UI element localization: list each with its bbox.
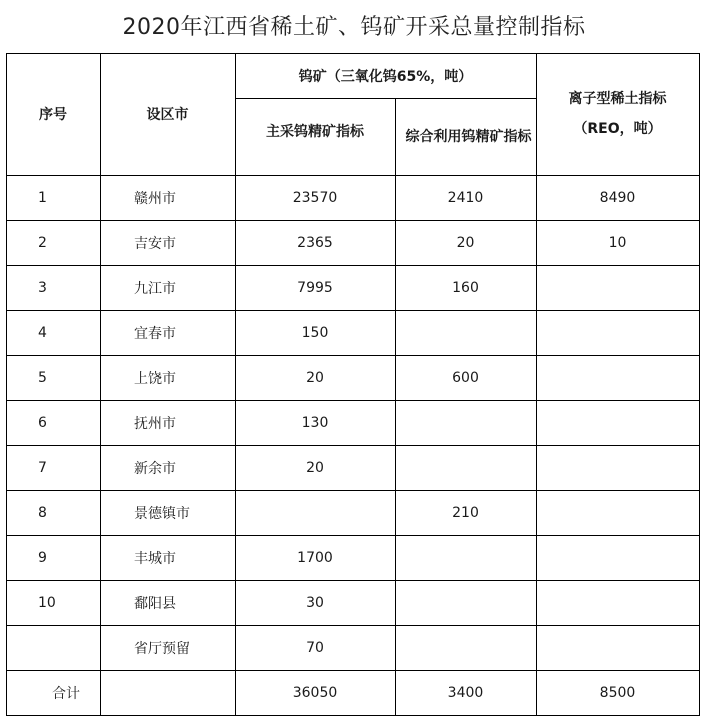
cell-comprehensive-tungsten: 2410 <box>447 189 484 206</box>
grid-line <box>6 265 700 266</box>
cell-comprehensive-tungsten <box>395 580 536 625</box>
header-comprehensive-tungsten: 综合利用钨精矿指标 <box>405 128 532 145</box>
grid-line <box>6 535 700 536</box>
cell-total-main: 36050 <box>292 684 338 701</box>
cell-main-tungsten: 7995 <box>297 279 333 296</box>
grid-line <box>6 355 700 356</box>
cell-comprehensive-tungsten <box>395 625 536 670</box>
quota-table <box>6 53 699 717</box>
cell-city: 宜春市 <box>134 325 176 342</box>
cell-seq: 4 <box>38 324 47 341</box>
cell-city: 上饶市 <box>134 370 176 387</box>
grid-line <box>6 175 700 176</box>
cell-seq: 6 <box>38 414 47 431</box>
cell-seq: 1 <box>38 189 47 206</box>
cell-city: 抚州市 <box>134 415 176 432</box>
grid-line <box>6 220 700 221</box>
cell-comprehensive-tungsten: 210 <box>452 504 479 521</box>
cell-city: 丰城市 <box>134 550 176 567</box>
cell-main-tungsten: 30 <box>306 594 324 611</box>
grid-line <box>6 310 700 311</box>
cell-rare-earth: 10 <box>608 234 627 251</box>
grid-line <box>6 715 700 716</box>
grid-line <box>6 490 700 491</box>
grid-line <box>6 625 700 626</box>
cell-main-tungsten: 23570 <box>292 189 338 206</box>
cell-main-tungsten: 2365 <box>297 234 333 251</box>
cell-seq <box>6 625 100 670</box>
cell-rare-earth <box>536 265 699 310</box>
header-main-tungsten: 主采钨精矿指标 <box>266 123 364 140</box>
cell-seq: 5 <box>38 369 47 386</box>
cell-rare-earth <box>536 535 699 580</box>
cell-rare-earth <box>536 625 699 670</box>
grid-line <box>6 53 7 716</box>
cell-seq: 9 <box>38 549 47 566</box>
header-rare-earth-line1: 离子型稀土指标 <box>568 91 667 107</box>
cell-total-comp: 3400 <box>447 684 484 701</box>
cell-main-tungsten: 20 <box>306 369 324 386</box>
cell-main-tungsten: 1700 <box>297 549 333 566</box>
cell-city: 新余市 <box>134 460 176 477</box>
header-tungsten-group: 钨矿（三氧化钨65%，吨） <box>298 68 473 85</box>
cell-rare-earth <box>536 310 699 355</box>
cell-main-tungsten: 130 <box>301 414 329 431</box>
cell-seq: 3 <box>38 279 47 296</box>
cell-main-tungsten: 70 <box>306 639 324 656</box>
grid-line <box>536 53 537 716</box>
cell-total-label: 合计 <box>52 685 80 702</box>
cell-city: 九江市 <box>134 280 176 297</box>
grid-line <box>6 53 700 54</box>
cell-rare-earth <box>536 355 699 400</box>
header-rare-earth-line2: （REO，吨） <box>573 121 662 137</box>
page-title: 2020年江西省稀土矿、钨矿开采总量控制指标 <box>122 15 586 40</box>
header-city: 设区市 <box>146 107 189 123</box>
cell-seq: 2 <box>38 234 47 251</box>
cell-comprehensive-tungsten <box>395 535 536 580</box>
cell-seq: 7 <box>38 459 47 476</box>
cell-comprehensive-tungsten <box>395 445 536 490</box>
grid-line <box>395 98 396 716</box>
cell-comprehensive-tungsten <box>395 400 536 445</box>
grid-line <box>6 445 700 446</box>
cell-rare-earth: 8490 <box>599 189 636 206</box>
cell-rare-earth <box>536 580 699 625</box>
cell-comprehensive-tungsten <box>395 310 536 355</box>
cell-seq: 8 <box>38 504 47 521</box>
grid-line <box>100 53 101 716</box>
cell-city: 赣州市 <box>134 190 176 207</box>
grid-line <box>6 580 700 581</box>
cell-rare-earth <box>536 400 699 445</box>
cell-rare-earth <box>536 445 699 490</box>
grid-line <box>235 98 536 99</box>
cell-comprehensive-tungsten: 160 <box>452 279 479 296</box>
cell-main-tungsten: 20 <box>306 459 324 476</box>
grid-line <box>699 53 700 716</box>
grid-line <box>6 670 700 671</box>
cell-comprehensive-tungsten: 600 <box>452 369 479 386</box>
cell-city: 鄱阳县 <box>134 595 176 612</box>
cell-main-tungsten <box>235 490 395 535</box>
cell-main-tungsten: 150 <box>301 324 329 341</box>
cell-city: 省厅预留 <box>134 640 190 657</box>
grid-line <box>6 400 700 401</box>
cell-seq: 10 <box>38 594 56 611</box>
header-seq: 序号 <box>39 107 67 123</box>
cell-city: 吉安市 <box>134 235 176 252</box>
cell-city: 景德镇市 <box>134 505 190 522</box>
cell-comprehensive-tungsten: 20 <box>456 234 475 251</box>
grid-line <box>235 53 236 716</box>
cell-rare-earth <box>536 490 699 535</box>
cell-total-re: 8500 <box>599 684 636 701</box>
header-rare-earth <box>536 53 699 175</box>
